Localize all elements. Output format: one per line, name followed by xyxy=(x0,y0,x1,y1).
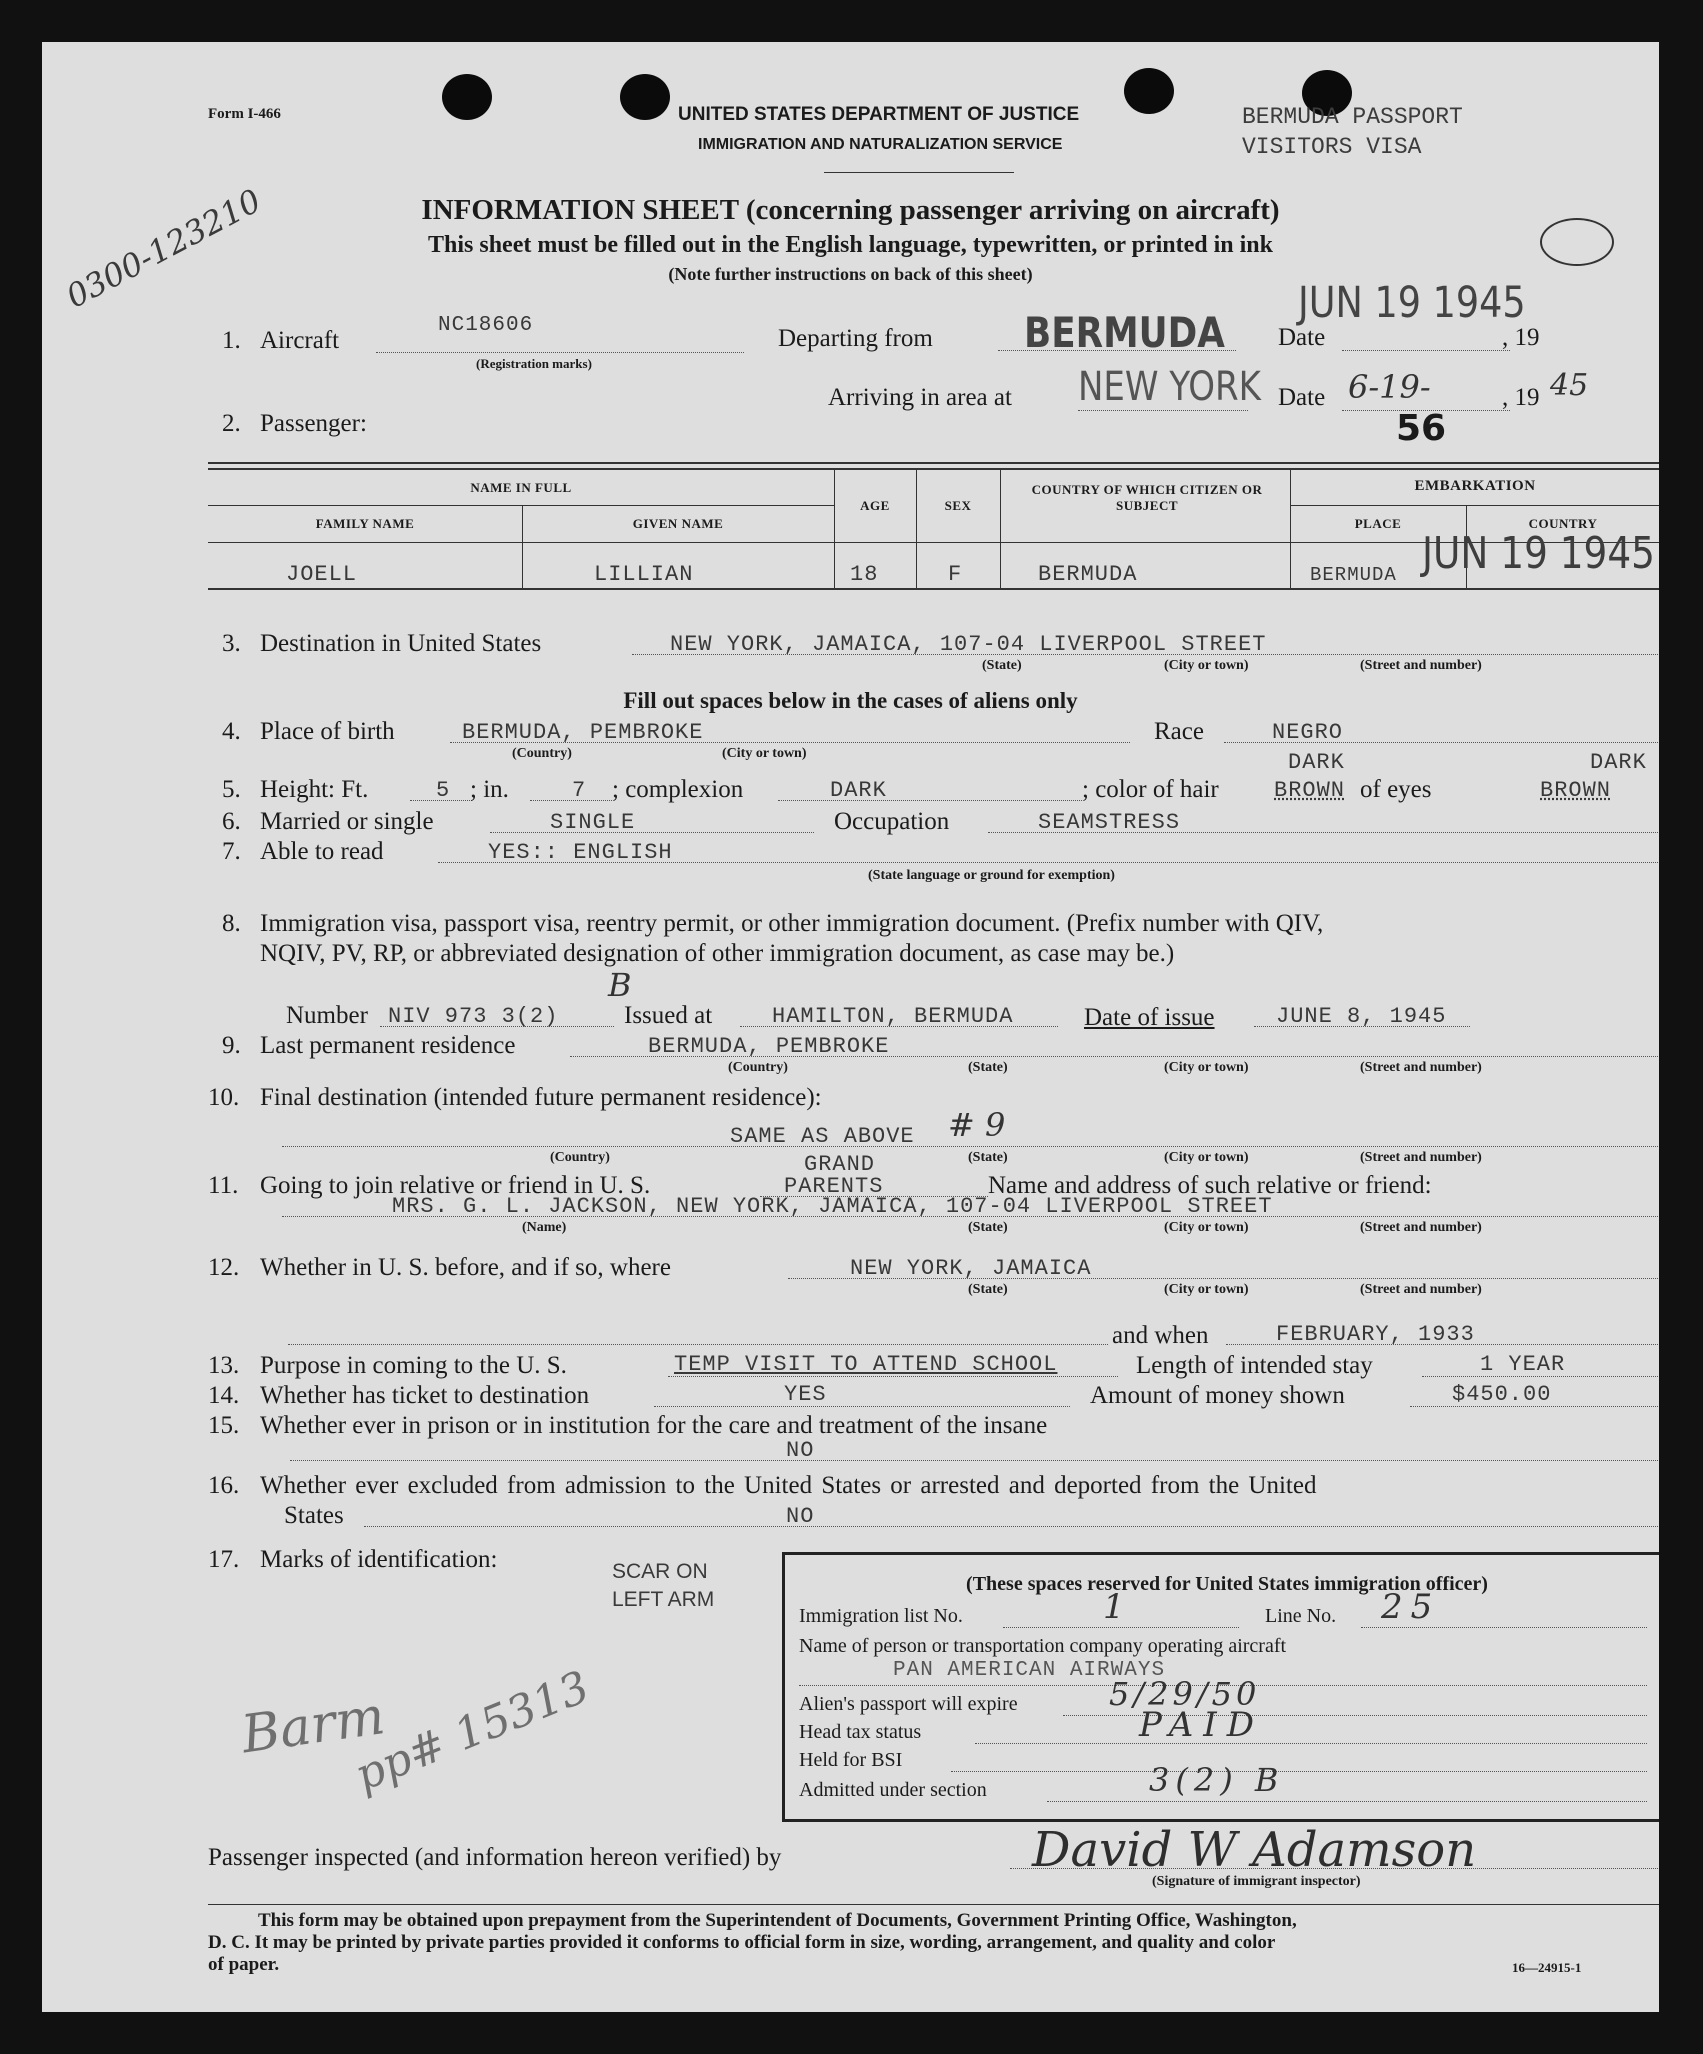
list-line xyxy=(1003,1627,1239,1628)
city-caption: (City or town) xyxy=(1164,1150,1249,1165)
date-year-suffix: , 19 xyxy=(1502,324,1540,351)
join-value-above: GRAND xyxy=(804,1152,876,1177)
aircraft-line xyxy=(376,352,744,353)
city-caption: (City or town) xyxy=(1164,1282,1249,1297)
stamp-visa: VISITORS VISA xyxy=(1242,134,1422,160)
departing-label: Departing from xyxy=(778,325,933,352)
marks-value-line2: LEFT ARM xyxy=(612,1588,715,1611)
punch-hole xyxy=(1124,68,1174,114)
read-caption: (State language or ground for exemption) xyxy=(868,868,1115,883)
state-caption: (State) xyxy=(982,658,1022,673)
given-name-value: LILLIAN xyxy=(594,562,694,587)
complexion-line xyxy=(778,800,1082,801)
when-label: and when xyxy=(1112,1322,1209,1349)
arriving-line xyxy=(1078,410,1248,411)
prison-line xyxy=(290,1460,1659,1461)
read-label: Able to read xyxy=(260,838,384,865)
line-no-label: Line No. xyxy=(1265,1605,1337,1627)
arriving-label: Arriving in area at xyxy=(828,384,1012,411)
embarkation-place-value: BERMUDA xyxy=(1310,564,1397,586)
street-caption: (Street and number) xyxy=(1360,1150,1482,1165)
item-number: 2. xyxy=(222,410,241,437)
final-destination-hand: # 9 xyxy=(948,1106,1006,1144)
passenger-label: Passenger: xyxy=(260,410,367,437)
signature-caption: (Signature of immigrant inspector) xyxy=(1152,1874,1361,1889)
table-top-rule xyxy=(208,462,1659,464)
street-caption: (Street and number) xyxy=(1360,658,1482,673)
marks-label: Marks of identification: xyxy=(260,1546,498,1573)
line-no-value: 25 xyxy=(1381,1587,1441,1627)
race-label: Race xyxy=(1154,718,1204,745)
punch-hole xyxy=(442,74,492,120)
stay-value: 1 YEAR xyxy=(1480,1352,1566,1377)
table-divider xyxy=(1000,469,1001,589)
item-number: 5. xyxy=(222,776,241,803)
item-number: 15. xyxy=(208,1412,240,1439)
visa-number-label: Number xyxy=(286,1002,368,1029)
issued-value: HAMILTON, BERMUDA xyxy=(772,1004,1014,1029)
department-name: UNITED STATES DEPARTMENT OF JUSTICE xyxy=(678,104,1080,125)
table-bottom-rule xyxy=(208,588,1659,590)
ticket-line xyxy=(654,1406,1070,1407)
print-code: 16—24915-1 xyxy=(1512,1960,1582,1975)
section-line xyxy=(1047,1801,1647,1802)
residence-value: BERMUDA, PEMBROKE xyxy=(648,1034,890,1059)
occupation-label: Occupation xyxy=(834,808,950,835)
family-name-value: JOELL xyxy=(286,562,358,587)
header-rule xyxy=(824,172,1014,173)
money-value: $450.00 xyxy=(1452,1382,1552,1407)
item-number: 14. xyxy=(208,1382,240,1409)
street-caption: (Street and number) xyxy=(1360,1282,1482,1297)
tax-value: PAID xyxy=(1139,1705,1264,1745)
citizen-header: COUNTRY OF WHICH CITIZEN OR SUBJECT xyxy=(1031,482,1263,513)
ticket-label: Whether has ticket to destination xyxy=(260,1382,590,1409)
item-number: 12. xyxy=(208,1254,240,1281)
name-in-full-header: NAME IN FULL xyxy=(470,480,572,495)
street-caption: (Street and number) xyxy=(1360,1220,1482,1235)
stay-label: Length of intended stay xyxy=(1136,1352,1373,1379)
prison-label: Whether ever in prison or in institution for the care and treatment of the insane xyxy=(260,1412,1048,1439)
occupation-value: SEAMSTRESS xyxy=(1038,810,1181,835)
item-number: 13. xyxy=(208,1352,240,1379)
read-value: YES:: ENGLISH xyxy=(488,840,673,865)
state-caption: (State) xyxy=(968,1220,1008,1235)
date-line xyxy=(1342,350,1510,351)
punch-hole xyxy=(620,74,670,120)
table-rule xyxy=(208,505,834,506)
instruction-line: This sheet must be filled out in the English language, typewritten, or printed in ink xyxy=(428,232,1273,258)
stamp-number: 56 xyxy=(1396,408,1447,449)
list-value: 1 xyxy=(1103,1587,1125,1627)
section-value: 3(2) B xyxy=(1149,1761,1285,1799)
hair-value: BROWN xyxy=(1274,778,1346,803)
company-value: PAN AMERICAN AIRWAYS xyxy=(893,1659,1166,1682)
ticket-value: YES xyxy=(784,1382,827,1407)
footer-rule xyxy=(208,1904,1659,1905)
previous-visit-value: NEW YORK, JAMAICA xyxy=(850,1256,1092,1281)
residence-label: Last permanent residence xyxy=(260,1032,516,1059)
stamp-passport: BERMUDA PASSPORT xyxy=(1242,104,1463,130)
item-number: 3. xyxy=(222,630,241,657)
previous-visit-label: Whether in U. S. before, and if so, where xyxy=(260,1254,671,1281)
item-number: 17. xyxy=(208,1546,240,1573)
date2-year: 45 xyxy=(1550,368,1589,403)
item-number: 1. xyxy=(222,327,241,354)
arriving-value: NEW YORK xyxy=(1078,364,1261,410)
final-destination-line xyxy=(282,1146,1659,1147)
aliens-note: Fill out spaces below in the cases of aliens only xyxy=(623,688,1078,713)
form-number: Form I-466 xyxy=(208,106,281,122)
company-label: Name of person or transportation company operating aircraft xyxy=(799,1635,1287,1657)
departing-value: BERMUDA xyxy=(1024,308,1225,357)
table-rule xyxy=(1290,505,1659,506)
race-value: NEGRO xyxy=(1272,720,1344,745)
city-caption: (City or town) xyxy=(722,746,807,761)
excluded-line2: States xyxy=(284,1502,344,1529)
family-name-header: FAMILY NAME xyxy=(315,516,415,531)
city-caption: (City or town) xyxy=(1164,1220,1249,1235)
item-number: 6. xyxy=(222,808,241,835)
given-name-header: GIVEN NAME xyxy=(632,516,724,531)
inspection-label: Passenger inspected (and information hereon verified) by xyxy=(208,1844,782,1871)
birthplace-label: Place of birth xyxy=(260,718,395,745)
footer-line3: of paper. xyxy=(208,1954,280,1975)
relative-label: Name and address of such relative or friend: xyxy=(988,1172,1432,1199)
instruction-note: (Note further instructions on back of this sheet) xyxy=(668,264,1033,284)
marks-value-line1: SCAR ON xyxy=(612,1560,708,1583)
expire-label: Alien's passport will expire xyxy=(799,1693,1018,1715)
place-header: PLACE xyxy=(1354,516,1402,531)
tax-line xyxy=(975,1743,1647,1744)
city-caption: (City or town) xyxy=(1164,1060,1249,1075)
pencil-passport-note: pp# 15313 xyxy=(348,1661,597,1802)
table-divider xyxy=(916,469,917,589)
date2-year-suffix: , 19 xyxy=(1502,384,1540,411)
item-number: 10. xyxy=(208,1084,240,1111)
footer-line2: D. C. It may be printed by private parties provided it conforms to official form in size, wording, arrangement, and quality and color xyxy=(208,1932,1276,1953)
height-in-value: 7 xyxy=(572,778,587,803)
footer-line1: This form may be obtained upon prepayment from the Superintendent of Documents, Government Printing Office, Washington, xyxy=(258,1910,1297,1931)
tax-label: Head tax status xyxy=(799,1721,922,1743)
prison-value: NO xyxy=(786,1438,815,1463)
state-caption: (State) xyxy=(968,1150,1008,1165)
embarkation-header: EMBARKATION xyxy=(1414,478,1536,494)
country-caption: (Country) xyxy=(512,746,572,761)
visa-number-value: NIV 973 3(2) xyxy=(388,1004,559,1029)
sex-header: SEX xyxy=(944,498,972,513)
citizen-value: BERMUDA xyxy=(1038,562,1138,587)
item-number: 8. xyxy=(222,910,241,937)
form-sheet xyxy=(42,42,1659,2012)
officer-box-title: (These spaces reserved for United States immigration officer) xyxy=(966,1573,1488,1595)
issue-date-label: Date of issue xyxy=(1084,1004,1215,1031)
item-number: 7. xyxy=(222,838,241,865)
eyes-value: BROWN xyxy=(1540,778,1612,803)
visa-text-line1: Immigration visa, passport visa, reentry permit, or other immigration document. (Prefix number with QIV, xyxy=(260,910,1324,937)
height-label: Height: Ft. xyxy=(260,776,369,803)
emb-country-header: COUNTRY xyxy=(1528,516,1598,531)
state-caption: (State) xyxy=(968,1060,1008,1075)
destination-value: NEW YORK, JAMAICA, 107-04 LIVERPOOL STREET xyxy=(670,632,1267,657)
form-title: INFORMATION SHEET (concerning passenger arriving on aircraft) xyxy=(421,194,1280,226)
country-caption: (Country) xyxy=(728,1060,788,1075)
hair-above: DARK xyxy=(1288,750,1345,775)
marital-line xyxy=(490,832,814,833)
date2-label: Date xyxy=(1278,384,1326,411)
item-number: 9. xyxy=(222,1032,241,1059)
excluded-line1: Whether ever excluded from admission to the United States or arrested and deported from the United xyxy=(260,1472,1317,1499)
table-top-rule xyxy=(208,468,1659,470)
eyes-label: of eyes xyxy=(1360,776,1432,803)
visa-number-hand: B xyxy=(608,966,632,1004)
complexion-value: DARK xyxy=(830,778,887,803)
issue-date-value: JUNE 8, 1945 xyxy=(1276,1004,1447,1029)
date-stamp: JUN 19 1945 xyxy=(1298,278,1526,328)
name-caption: (Name) xyxy=(522,1220,567,1235)
city-caption: (City or town) xyxy=(1164,658,1249,673)
final-destination-label: Final destination (intended future permanent residence): xyxy=(260,1084,822,1111)
list-label: Immigration list No. xyxy=(799,1605,963,1627)
item-number: 11. xyxy=(208,1172,239,1199)
item-number: 16. xyxy=(208,1472,240,1499)
eyes-above: DARK xyxy=(1590,750,1647,775)
age-header: AGE xyxy=(860,498,890,513)
purpose-value: TEMP VISIT TO ATTEND SCHOOL xyxy=(674,1352,1058,1377)
embarkation-stamp: JUN 19 1945 xyxy=(1422,528,1655,579)
excluded-line xyxy=(364,1526,1659,1527)
height-ft-value: 5 xyxy=(436,778,451,803)
file-number: 0300-123210 xyxy=(60,181,268,316)
marital-value: SINGLE xyxy=(550,810,636,835)
when-value: FEBRUARY, 1933 xyxy=(1276,1322,1475,1347)
join-value: PARENTS xyxy=(784,1174,884,1199)
state-caption: (State) xyxy=(968,1282,1008,1297)
street-caption: (Street and number) xyxy=(1360,1060,1482,1075)
section-label: Admitted under section xyxy=(799,1779,987,1801)
bsi-label: Held for BSI xyxy=(799,1749,903,1771)
hair-label: ; color of hair xyxy=(1082,776,1219,803)
expire-value: 5/29/50 xyxy=(1109,1675,1261,1713)
complexion-label: ; complexion xyxy=(612,776,744,803)
join-label: Going to join relative or friend in U. S. xyxy=(260,1172,651,1199)
final-destination-value: SAME AS ABOVE xyxy=(730,1124,915,1149)
date2-value: 6-19- xyxy=(1348,368,1431,406)
aircraft-label: Aircraft xyxy=(260,327,340,354)
item-number: 4. xyxy=(222,718,241,745)
registration-caption: (Registration marks) xyxy=(476,356,592,371)
destination-label: Destination in United States xyxy=(260,630,542,657)
bsi-line xyxy=(951,1771,1647,1772)
country-caption: (Country) xyxy=(550,1150,610,1165)
date-label: Date xyxy=(1278,324,1326,351)
visa-text-line2: NQIV, PV, RP, or abbreviated designation of other immigration document, as case may be.) xyxy=(260,940,1175,967)
excluded-value: NO xyxy=(786,1504,815,1529)
pencil-note: Barm xyxy=(238,1686,389,1766)
birthplace-value: BERMUDA, PEMBROKE xyxy=(462,720,704,745)
height-in-line xyxy=(530,800,612,801)
height-in-label: ; in. xyxy=(470,776,509,803)
marital-label: Married or single xyxy=(260,808,434,835)
money-label: Amount of money shown xyxy=(1090,1382,1345,1409)
purpose-label: Purpose in coming to the U. S. xyxy=(260,1352,567,1379)
officer-box xyxy=(782,1552,1659,1822)
sex-value: F xyxy=(948,562,963,587)
service-name: IMMIGRATION AND NATURALIZATION SERVICE xyxy=(698,136,1063,153)
aircraft-value: NC18606 xyxy=(438,314,534,337)
relative-address: MRS. G. L. JACKSON, NEW YORK, JAMAICA, 107-04 LIVERPOOL STREET xyxy=(392,1194,1273,1219)
previous-visit-line2 xyxy=(288,1344,1108,1345)
issued-label: Issued at xyxy=(624,1002,713,1029)
table-divider xyxy=(834,469,835,589)
age-value: 18 xyxy=(850,562,879,587)
line-no-line xyxy=(1361,1627,1647,1628)
inspector-signature: David W Adamson xyxy=(1032,1822,1477,1878)
